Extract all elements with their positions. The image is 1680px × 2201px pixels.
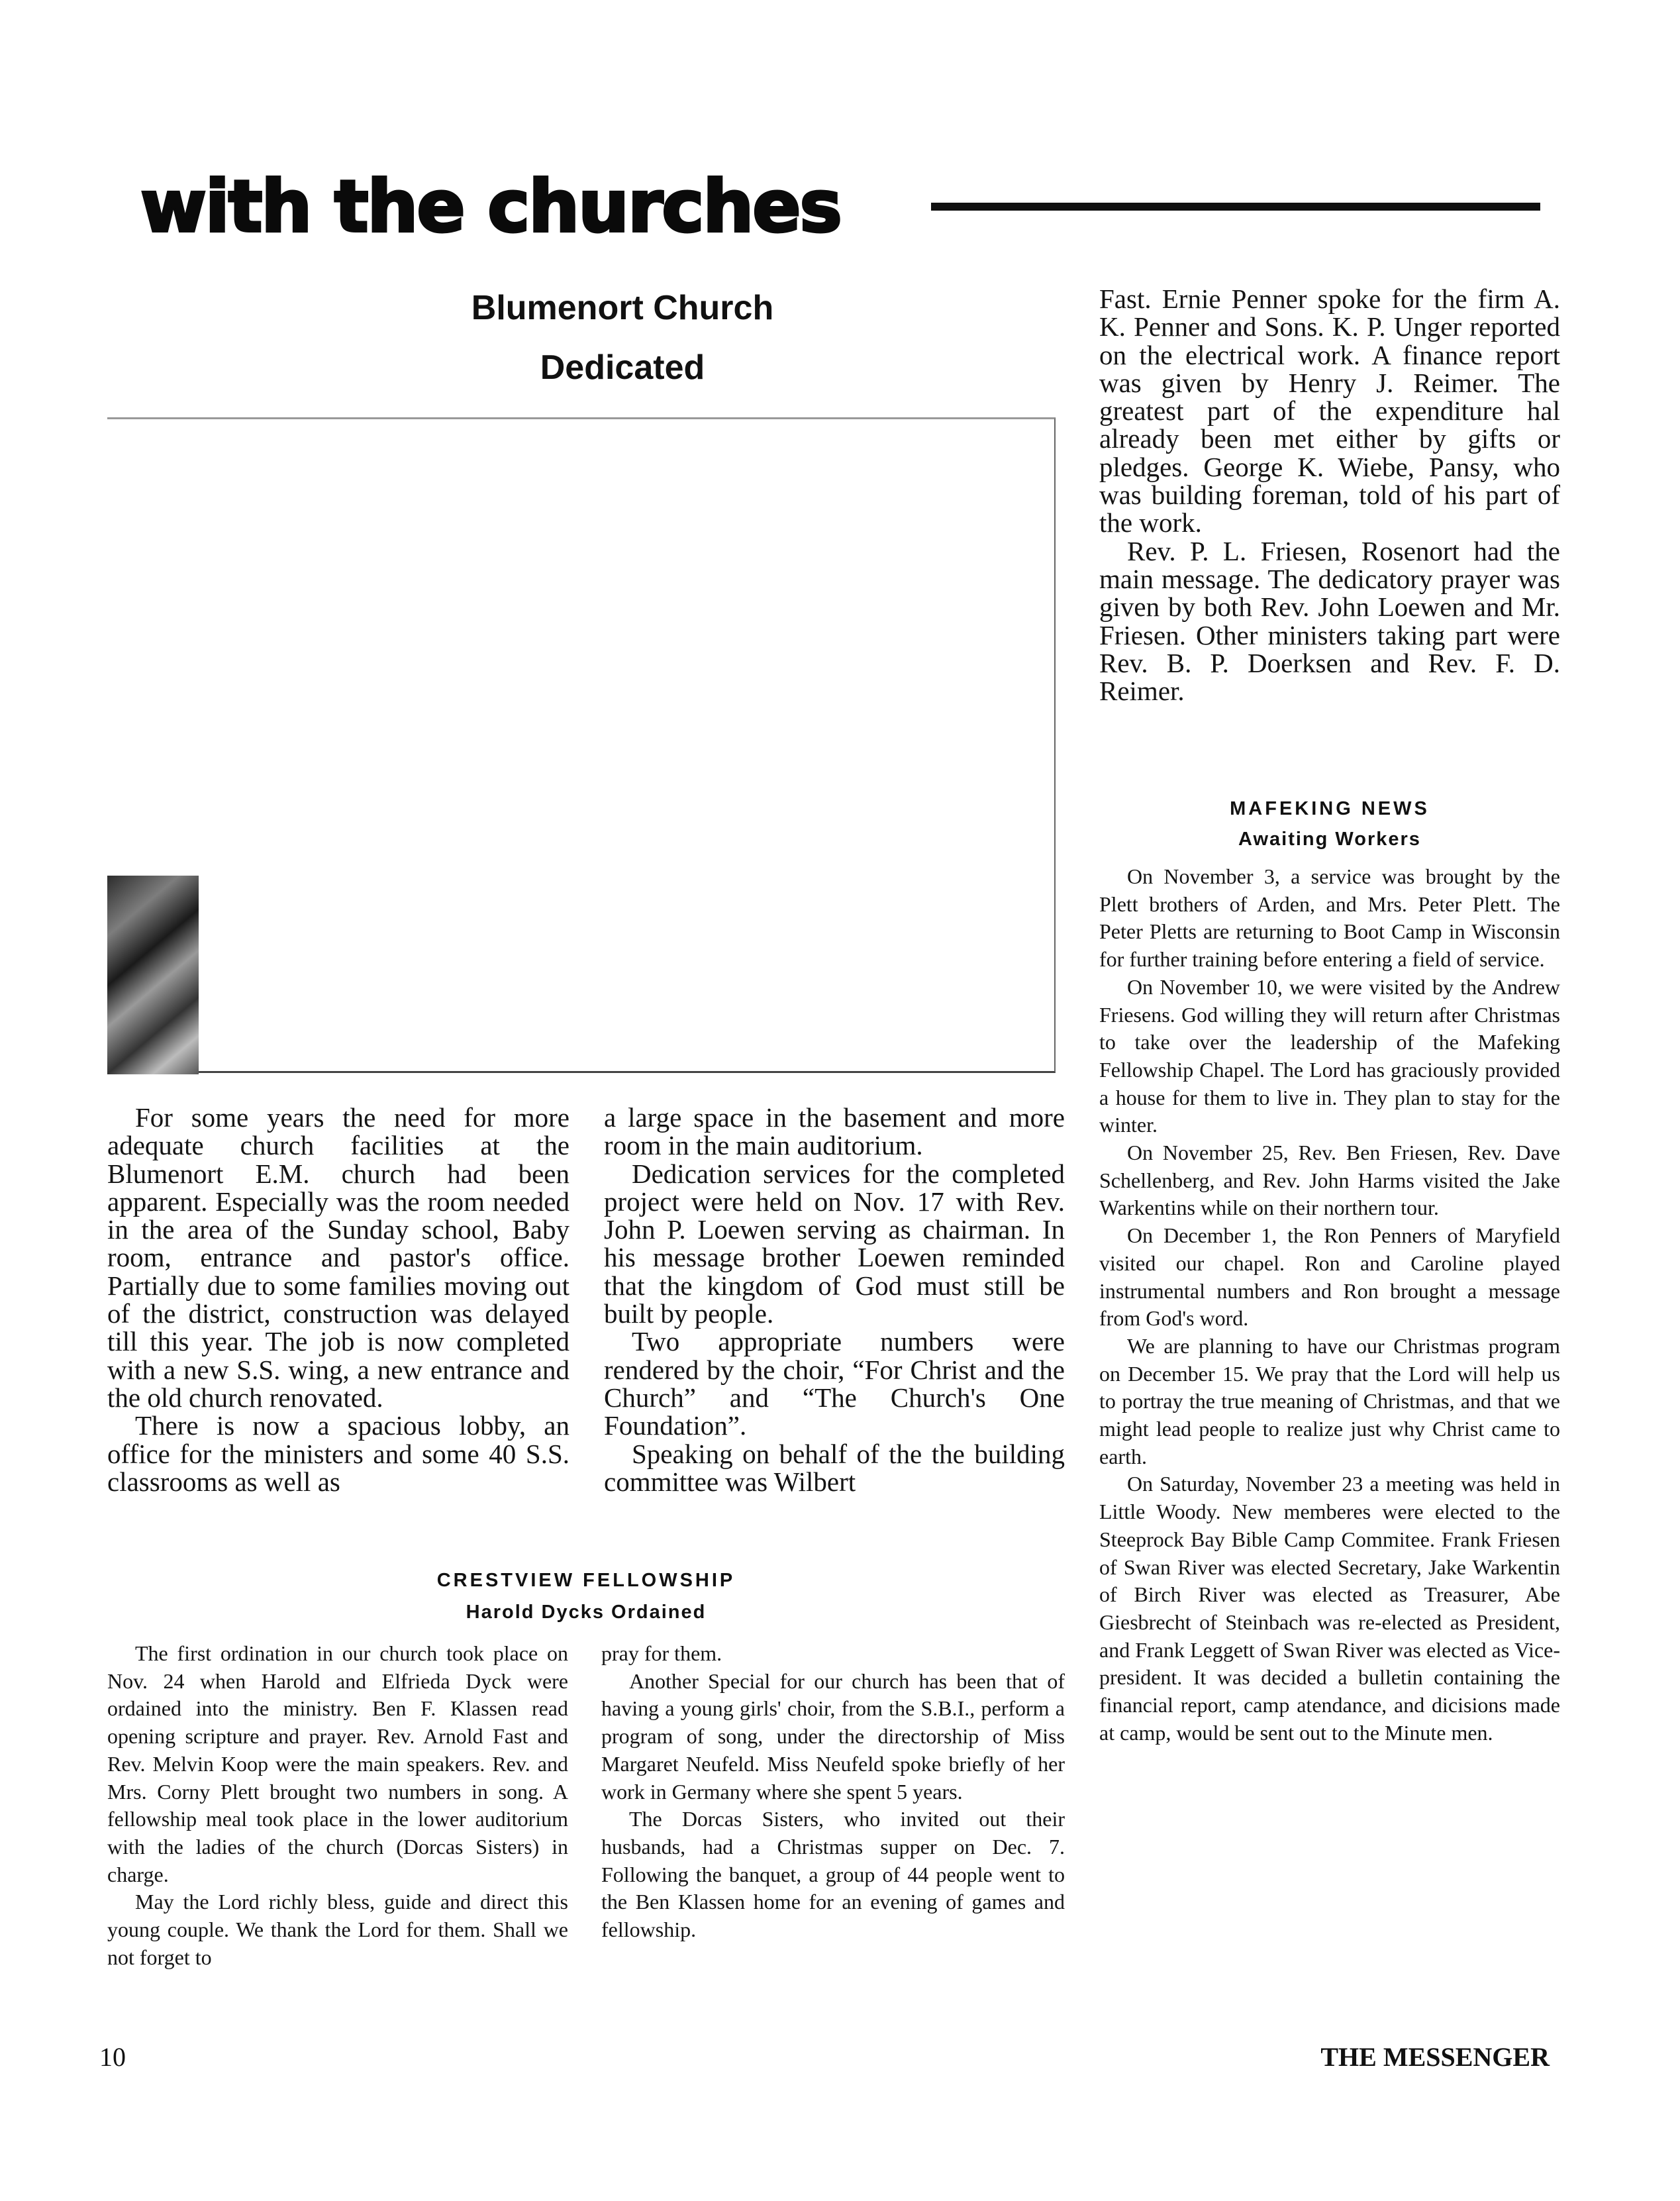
blumenort-column-2 [604, 1103, 1065, 1496]
blumenort-column-3 [1099, 285, 1560, 705]
crestview-title: CRESTVIEW FELLOWSHIP [436, 1570, 736, 1591]
paragraph: Another Special for our church has been that of having a young girls' choir, from the S.B.I., perform a program of song, under the directorship of Miss Margaret Neufeld. Miss Neufeld spoke briefly of her work in Germany where she spent 5 years. [601, 1668, 1065, 1804]
paragraph: On November 25, Rev. Ben Friesen, Rev. Dave Schellenberg, and Rev. John Harms visited the Jake Warkentins while on their northern tour. [1099, 1141, 1560, 1220]
paragraph: Speaking on behalf of the the building committee was Wilbert [604, 1438, 1065, 1497]
paragraph: On November 10, we were visited by the Andrew Friesens. God willing they will return after Christmas to take over the leadership of the Mafeking Fellowship Chapel. The Lord has graciously provided a house for them to live in. They plan to stay for the winter. [1099, 974, 1560, 1137]
crestview-heading [107, 1564, 1065, 1628]
headline-line-2: Dedicated [540, 348, 705, 387]
crestview-subtitle: Harold Dycks Ordained [466, 1602, 707, 1623]
headline-line-1: Blumenort Church [471, 289, 774, 327]
paragraph: May the Lord richly bless, guide and direct this young couple. We thank the Lord for them. Shall we not forget to [107, 1890, 568, 1969]
mafeking-subtitle: Awaiting Workers [1238, 829, 1421, 850]
publication-name: THE MESSENGER [1320, 2042, 1550, 2072]
blumenort-column-1 [107, 1103, 569, 1496]
paragraph: a large space in the basement and more room in the main auditorium. [604, 1102, 1065, 1161]
paragraph: Fast. Ernie Penner spoke for the firm A. K. Penner and Sons. K. P. Unger reported on the electrical work. A finance report was given by Henry J. Reimer. The greatest part of the expenditure hal already been met either by gifts or pledges. George K. Wiebe, Pansy, who was building foreman, told of his part of the work. [1099, 283, 1560, 538]
paragraph: We are planning to have our Christmas program on December 15. We pray that the Lord will help us to portray the true meaning of Christmas, and that we might lead people to realize just why Christ came to earth. [1099, 1333, 1560, 1468]
paragraph: Two appropriate numbers were rendered by the choir, “For Christ and the Church” and “The Church's One Foundation”. [604, 1326, 1065, 1441]
church-photo-fragment [107, 876, 199, 1074]
title-rule [931, 203, 1540, 211]
paragraph: pray for them. [601, 1641, 722, 1665]
mafeking-heading [1099, 795, 1560, 856]
crestview-column-2 [601, 1640, 1065, 1944]
section-title: with the churches [140, 166, 841, 248]
paragraph: The Dorcas Sisters, who invited out their husbands, had a Christmas supper on Dec. 7. Following the banquet, a group of 44 people went to the Ben Klassen home for an evening of games and fellowship. [601, 1807, 1065, 1942]
church-photo-placeholder [107, 417, 1056, 1073]
paragraph: Rev. P. L. Friesen, Rosenort had the main message. The dedicatory prayer was given by both Rev. John Loewen and Mr. Friesen. Other ministers taking part were Rev. B. P. Doerksen and Rev. F. D. Reimer. [1099, 535, 1560, 707]
paragraph: For some years the need for more adequate church facilities at the Blumenort E.M. church had been apparent. Especially was the room needed in the area of the Sunday school, Baby room, entrance and pastor's office. Partially due to some families moving out of the district, construction was delayed till this year. The job is now completed with a new S.S. wing, a new entrance and the old church renovated. [107, 1102, 569, 1413]
page-number: 10 [99, 2042, 126, 2072]
paragraph: On Saturday, November 23 a meeting was held in Little Woody. New memberes were elected to the Steeprock Bay Bible Camp Commitee. Frank Friesen of Swan River was elected Secretary, Jake Warkentin of Birch River was elected as Treasurer, Abe Giesbrecht of Steinbach was re-elected as President, and Frank Leggett of Swan River was elected as Vice-president. It was decided a bulletin containing the financial report, camp atendance, and dicisions made at camp, would be sent out to the Minute men. [1099, 1472, 1560, 1745]
paragraph: Dedication services for the completed project were held on Nov. 17 with Rev. John P. Loewen serving as chairman. In his message brother Loewen reminded that the kingdom of God must still be built by people. [604, 1158, 1065, 1329]
mafeking-title: MAFEKING NEWS [1230, 798, 1430, 819]
paragraph: There is now a spacious lobby, an office for the ministers and some 40 S.S. classrooms as well as [107, 1410, 569, 1497]
paragraph: The first ordination in our church took place on Nov. 24 when Harold and Elfrieda Dyck were ordained into the ministry. Ben F. Klassen read opening scripture and prayer. Rev. Arnold Fast and Rev. Melvin Koop were the main speakers. Rev. and Mrs. Corny Plett brought two numbers in song. A fellowship meal took place in the lower auditorium with the ladies of the church (Dorcas Sisters) in charge. [107, 1641, 568, 1886]
crestview-column-1 [107, 1640, 568, 1971]
paragraph: On November 3, a service was brought by the Plett brothers of Arden, and Mrs. Peter Plett. The Peter Pletts are returning to Boot Camp in Wisconsin for further training before entering a field of service. [1099, 864, 1560, 972]
mafeking-column [1099, 863, 1560, 1747]
blumenort-headline [371, 278, 874, 397]
paragraph: On December 1, the Ron Penners of Maryfield visited our chapel. Ron and Caroline played instrumental numbers and Ron brought a message from God's word. [1099, 1223, 1560, 1331]
